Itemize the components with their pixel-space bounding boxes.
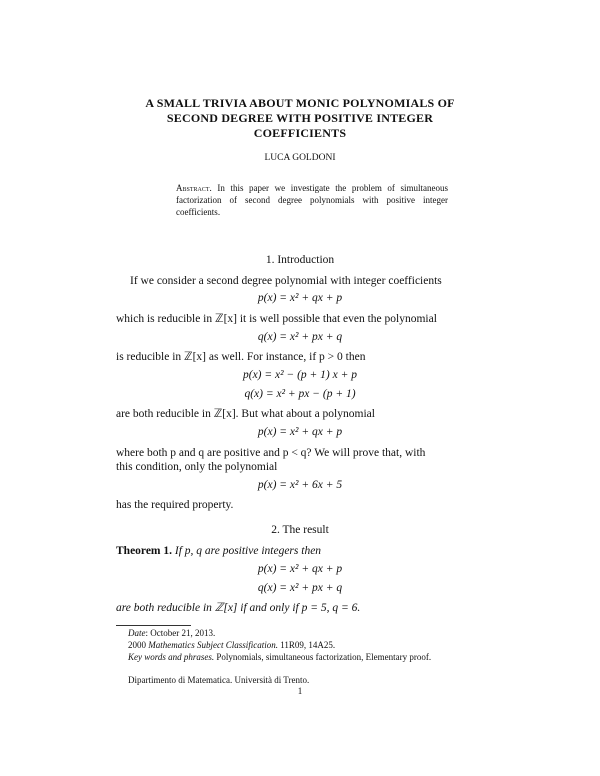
paper-title — [100, 96, 500, 141]
date-label: Date — [128, 628, 146, 638]
author-name: LUCA GOLDONI — [264, 153, 336, 163]
title-line-3: COEFFICIENTS — [253, 126, 347, 140]
intro-paragraph-1: If we consider a second degree polynomial with integer coefficients — [130, 275, 442, 287]
theorem-statement — [116, 544, 472, 558]
intro-paragraph-6: has the required property. — [116, 499, 234, 511]
footnote-date — [116, 628, 472, 639]
footnote-rule — [116, 625, 191, 626]
date-value: : October 21, 2013. — [145, 628, 216, 638]
section-heading-result: 2. The result — [271, 524, 329, 536]
intro-paragraph-5b: this condition, only the polynomial — [116, 461, 278, 473]
page-number: 1 — [297, 686, 303, 696]
intro-paragraph-2: which is reducible in ℤ[x] it is well possible that even the polynomial — [116, 313, 437, 325]
theorem-conclusion: are both reducible in ℤ[x] if and only if p = 5, q = 6. — [116, 602, 361, 614]
abstract-label: Abstract. — [176, 183, 212, 193]
abstract — [176, 182, 448, 218]
equation-2: q(x) = x² + px + q — [257, 331, 343, 343]
footnote-msc — [116, 640, 472, 651]
equation-5: p(x) = x² + qx + p — [257, 426, 343, 438]
title-line-2: SECOND DEGREE WITH POSITIVE INTEGER — [166, 111, 434, 125]
msc-label: Mathematics Subject Classification. — [148, 640, 278, 650]
msc-codes: 11R09, 14A25. — [278, 640, 336, 650]
equation-4: q(x) = x² + px − (p + 1) — [244, 388, 356, 400]
intro-paragraph-5a: where both p and q are positive and p < q? We will prove that, with — [116, 447, 426, 459]
theorem-label: Theorem 1. — [116, 545, 173, 557]
intro-paragraph-3: is reducible in ℤ[x] as well. For instance, if p > 0 then — [116, 351, 366, 363]
footnote-keywords — [116, 652, 472, 663]
section-heading-introduction: 1. Introduction — [265, 254, 335, 266]
msc-year: 2000 — [128, 640, 146, 650]
equation-3: p(x) = x² − (p + 1) x + p — [243, 369, 357, 381]
intro-paragraph-4: are both reducible in ℤ[x]. But what about a polynomial — [116, 408, 375, 420]
keywords-text: Polynomials, simultaneous factorization, Elementary proof. — [214, 652, 432, 662]
theorem-equation-1: p(x) = x² + qx + p — [257, 563, 343, 575]
title-line-1: A SMALL TRIVIA ABOUT MONIC POLYNOMIALS OF — [145, 96, 455, 110]
theorem-text: If p, q are positive integers then — [174, 545, 322, 557]
equation-1: p(x) = x² + qx + p — [257, 292, 343, 304]
footnote-affiliation: Dipartimento di Matematica. Università di Trento. — [128, 675, 310, 685]
abstract-text: In this paper we investigate the problem of simultaneous factorization of second degree polynomials with positive integer coefficients. — [176, 183, 449, 217]
keywords-label: Key words and phrases. — [128, 652, 215, 662]
theorem-equation-2: q(x) = x² + px + q — [257, 582, 343, 594]
equation-6: p(x) = x² + 6x + 5 — [257, 479, 343, 491]
